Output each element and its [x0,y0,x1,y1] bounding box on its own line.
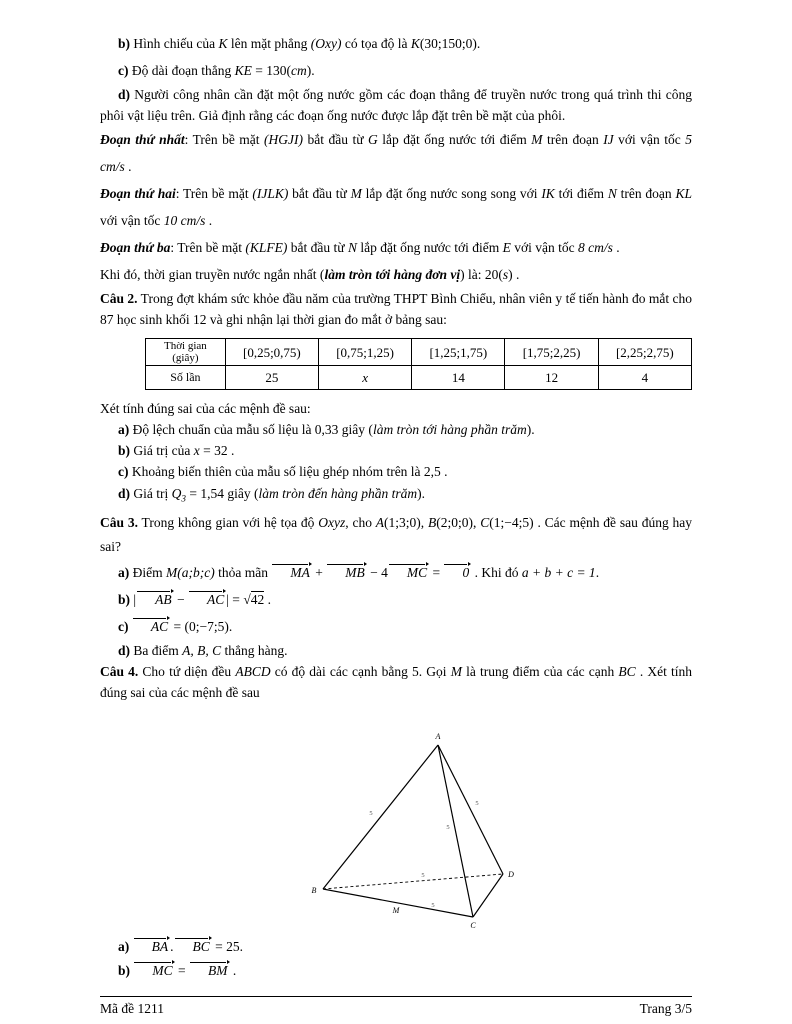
text-segment: ). [306,63,315,78]
shortest-time-paragraph [100,261,692,288]
table-header-row [146,339,692,366]
text-segment: với vận tốc [510,240,579,255]
vertex-label-c: C [470,920,476,930]
text-segment: AB [136,590,174,607]
page-number: Trang 3/5 [639,1001,692,1016]
text-segment: , cho [345,514,376,530]
text-segment: a) [118,422,133,437]
text-segment: 5 cm/s [100,132,692,174]
text-segment: BC [174,937,212,954]
text-segment: | [133,591,137,607]
count-cell-5: 4 [598,366,691,390]
interval-cell-1: [0,25;0,75) [225,339,318,366]
text-segment: Khoảng biến thiên của mẫu số liệu ghép nhóm trên là 2,5 . [131,464,448,479]
text-segment: bắt đầu từ [288,186,351,201]
text-segment: lắp đặt ống nước song song với [361,186,542,201]
question-3-statement-c [100,613,692,640]
time-header-line2: (giây) [172,352,199,364]
edge-length-label-ac: 5 [446,823,450,831]
text-segment: B [428,514,437,530]
question-2-statement-a [100,419,692,440]
text-segment: BC [618,663,636,679]
text-segment: KE [234,63,252,78]
segment-one-paragraph [100,126,692,180]
text-segment: . [476,36,481,51]
count-cell-3: 14 [412,366,505,390]
text-segment: Điểm [132,564,166,580]
text-segment: Đoạn thứ nhất [100,132,185,147]
vertex-label-a: A [435,731,441,741]
text-segment: thỏa mãn [214,564,272,580]
text-segment: Đoạn thứ hai [100,186,176,201]
tetrahedron-svg [305,731,540,931]
text-segment: ) là: [460,267,485,282]
text-segment: ABCD [235,663,271,679]
text-segment: . Các mệnh đề sau đúng hay sai? [100,514,693,554]
text-segment: b) [118,591,134,607]
interval-cell-2: [0,75;1,25) [319,339,412,366]
text-segment: . [124,159,132,174]
question-4-statement-a [100,935,692,959]
tetrahedron-figure [305,731,540,931]
text-segment: M [450,663,462,679]
text-segment: trên đoạn [542,132,604,147]
text-segment: b) [118,962,134,978]
text-segment: (IJLK) [252,186,289,201]
text-segment: . [170,938,174,954]
table-data-row [146,366,692,390]
question-3-statement-b [100,586,692,613]
time-header-cell [146,339,226,366]
text-segment: MB [326,563,367,580]
text-segment: (30;150;0) [419,36,477,51]
text-segment: G [368,132,378,147]
text-segment: . Xét tính đúng sai của các mệnh đề sau [100,663,692,700]
segment-two-paragraph [100,180,692,234]
text-segment: (1;−4;5) [489,514,534,530]
edge-ad [438,745,503,874]
text-segment: d) [118,486,134,501]
text-segment: (1;3;0) [384,514,421,530]
text-segment: bắt đầu từ [303,132,369,147]
text-segment: . [205,213,213,228]
question-4-stem [100,661,692,703]
interval-cell-3: [1,25;1,75) [412,339,505,366]
text-segment: √ [243,591,251,607]
text-segment: E [502,240,511,255]
item-1d [100,84,692,126]
text-segment: MC [388,563,429,580]
text-segment: M [166,564,178,580]
text-segment: M [531,132,543,147]
text-segment: là trung điểm của các cạnh [461,663,619,679]
text-segment: Câu 2. [100,291,138,306]
text-segment: AC [188,590,226,607]
text-segment: a) [118,564,133,580]
text-segment: Độ lệch chuẩn của mẫu số liệu là 0,33 giây ( [132,422,373,437]
text-segment: Xét tính đúng sai của các mệnh đề sau: [100,401,311,416]
text-segment: Trong đợt khám sức khỏe đầu năm của trường THPT Bình Chiểu, nhân viên y tế tiến hành đo mắt cho 87 học sinh khối 12 và ghi nhận lại thời gian đo mắt ở bảng sau: [100,291,692,327]
text-segment: BM [189,961,230,978]
text-segment: có tọa độ là [341,36,411,51]
text-segment: Trong không gian với hệ tọa độ [137,514,319,530]
question-3-statement-d [100,640,692,661]
count-header-cell: Số lần [146,366,226,390]
text-segment: N [347,240,357,255]
text-segment: . [264,591,271,607]
text-segment: Người công nhân cần đặt một ống nước gồm các đoạn thẳng để truyền nước trong quá trình thi công phôi vật liệu trên. Giả định rằng các đoạn ống nước được lắp đặt trên bề mặt của phôi. [100,87,692,123]
text-segment: Q [171,486,182,501]
text-segment: + [311,564,327,580]
text-segment: Ba điểm [133,642,183,658]
text-segment: 42 [250,591,265,607]
text-segment: làm tròn tới hàng phần trăm [372,422,527,437]
text-segment: = [174,962,190,978]
edge-ac [438,745,473,917]
count-cell-1: 25 [225,366,318,390]
question-4-statement-b [100,959,692,983]
text-segment: ). [417,486,425,501]
text-segment: Câu 4. [100,663,139,679]
text-segment: Cho tứ diện đều [138,663,236,679]
text-segment: A, B, C [182,642,222,658]
text-segment: C [480,514,490,530]
time-header-line1: Thời gian [163,340,207,352]
text-segment: a + b + c = 1 [521,564,596,580]
text-segment: . [227,443,235,458]
text-segment: Câu 3. [100,514,138,530]
question-2-stem [100,288,692,330]
item-1b [100,30,692,57]
text-segment: b) [118,443,134,458]
text-segment: cm [290,63,307,78]
question-2-statement-c [100,461,692,482]
text-segment: − [173,591,188,607]
count-cell-2: x [319,366,412,390]
text-segment: BA [133,937,171,954]
true-false-instruction [100,398,692,419]
text-segment: Đoạn thứ ba [100,240,171,255]
text-segment: ) . [508,267,520,282]
text-segment: với vận tốc [100,213,164,228]
text-segment: : Trên bề mặt [170,240,246,255]
text-segment: IK [541,186,555,201]
text-segment: = (0;−7;5). [170,618,233,634]
text-segment: lên mặt phẳng [227,36,311,51]
text-segment: Hình chiếu của [133,36,219,51]
text-segment: d) [118,642,134,658]
text-segment: , [473,514,481,530]
text-segment: = 1,54 giây ( [185,486,259,501]
vertex-label-b: B [311,885,317,895]
text-segment: = 32 [199,443,228,458]
text-segment: = 130( [251,63,291,78]
frequency-table [145,338,692,390]
text-segment: trên đoạn [616,186,676,201]
text-segment: Giá trị của [133,443,194,458]
text-segment: 3 [181,493,186,504]
text-segment: có độ dài các cạnh bằng 5. Gọi [270,663,451,679]
page-footer [100,996,692,1017]
edge-length-label-mc: 5 [431,901,435,909]
text-segment: KL [675,186,692,201]
text-segment: . [595,564,600,580]
text-segment: Giá trị [133,486,172,501]
text-segment: tới điểm [554,186,608,201]
text-segment: (HGJI) [264,132,304,147]
text-segment: (a;b;c) [177,564,215,580]
text-segment: A [375,514,385,530]
vertex-label-m: M [392,905,400,915]
edge-length-label-ad: 5 [475,799,479,807]
count-cell-4: 12 [505,366,598,390]
text-segment: (Oxy) [310,36,342,51]
interval-cell-5: [2,25;2,75) [598,339,691,366]
edge-ab [323,745,438,889]
text-segment: , [420,514,429,530]
text-segment: x [193,443,200,458]
text-segment: = 25. [211,938,244,954]
text-segment: MC [133,961,174,978]
text-segment: : Trên bề mặt [184,132,265,147]
text-segment: MA [271,563,312,580]
segment-three-paragraph [100,234,692,261]
text-segment: : Trên bề mặt [175,186,253,201]
text-segment: c) [118,618,132,634]
text-segment: c) [118,63,132,78]
edge-length-label-ab: 5 [369,809,373,817]
text-segment: 8 cm/s [578,240,613,255]
interval-cell-4: [1,75;2,25) [505,339,598,366]
question-2-statement-d [100,482,692,511]
text-segment: 10 cm/s [163,213,206,228]
text-segment: s [502,267,509,282]
text-segment: M [350,186,362,201]
text-segment: − 4 [366,564,388,580]
vertex-label-d: D [508,869,514,879]
text-segment: ). [526,422,535,437]
exam-code: Mã đề 1211 [100,1001,164,1016]
text-segment: Oxyz [318,514,346,530]
text-segment: N [607,186,617,201]
text-segment: b) [118,36,134,51]
text-segment: | = [226,591,244,607]
question-2-statement-b [100,440,692,461]
text-segment: lắp đặt ống nước tới điểm [356,240,503,255]
text-segment: 20( [484,267,503,282]
text-segment: thẳng hàng. [221,642,288,658]
text-segment: Độ dài đoạn thẳng [131,63,235,78]
exam-content [100,30,692,983]
text-segment: làm tròn đến hàng phần trăm [258,486,418,501]
text-segment: . [612,240,620,255]
item-1c [100,57,692,84]
text-segment: . Khi đó [471,564,522,580]
text-segment: AC [132,617,170,634]
text-segment: d) [118,87,135,102]
question-3-stem [100,511,692,559]
text-segment: IJ [603,132,614,147]
text-segment: lắp đặt ống nước tới điểm [377,132,532,147]
text-segment: Khi đó, thời gian truyền nước ngắn nhất ( [100,267,325,282]
edge-length-label-bd: 5 [421,871,425,879]
text-segment: c) [118,464,132,479]
text-segment: . [229,962,237,978]
text-segment: bắt đầu từ [287,240,348,255]
text-segment: K [410,36,420,51]
text-segment: với vận tốc [613,132,686,147]
text-segment: (KLFE) [245,240,288,255]
question-3-statement-a [100,559,692,586]
text-segment: làm tròn tới hàng đơn vị [324,267,461,282]
text-segment: (2;0;0) [436,514,474,530]
text-segment: K [218,36,228,51]
text-segment: a) [118,938,133,954]
text-segment: 0 [443,563,471,580]
text-segment: = [429,564,444,580]
edge-bd-dashed [323,871,503,889]
edge-cd [473,874,503,917]
